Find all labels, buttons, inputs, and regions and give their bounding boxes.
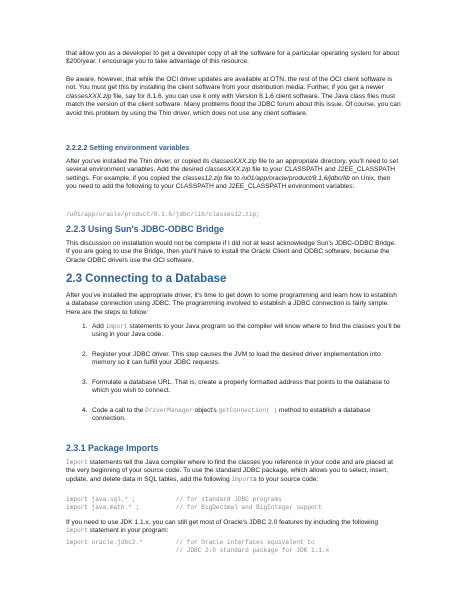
heading-2-3-1: 2.3.1 Package Imports <box>66 443 159 453</box>
paragraph-package-imports: Import statements tell the Java compiler where to find the classes you reference in your code and are placed at the very beginning of your source code. To use the standard JDBC package, which allows you to select, insert, update, and delete data in SQL tables, add the following imports to your source code: <box>66 459 393 483</box>
code-imports: import java.sql.* ; // for standard JDBC programs import java.math.* ; // for BigDecimal and BigInteger support <box>66 496 322 512</box>
list-item: 4. Code a call to the DriverManager object's getConnection( ) method to establish a database connection. <box>82 407 371 423</box>
paragraph-jdk11: If you need to use JDK 1.1.x, you can still get most of Oracle's JDBC 2.0 features by including the following import statement in your program: <box>66 519 379 535</box>
paragraph-env-vars: After you've installed the Thin driver, or copied its classesXXX.zip file to an appropriate directory, you'll need to set several environment variables. Add the desired classesXXX.zip file to your CLASSPATH and J2EE_CLASSPATH settings. For example, if you copied the classes12.zip file to /u01/app/oracle/product/8.1.6/jdbc/lib on Unix, then you need to add the following to your CLASSPATH and J2EE_CLASSPATH environment variables: <box>66 158 399 191</box>
heading-2-2-3: 2.2.3 Using Sun's JDBC-ODBC Bridge <box>66 224 225 234</box>
heading-2-3: 2.3 Connecting to a Database <box>66 273 227 285</box>
code-classpath: /u01/app/oracle/product/8.1.6/jdbc/lib/classes12.zip; <box>66 211 260 218</box>
heading-2-2-2-2: 2.2.2.2 Setting environment variables <box>66 145 190 152</box>
paragraph-connecting: After you've installed the appropriate driver, it's time to get down to some programming and learn how to establish a database connection using JDBC. The programming involved to establish a JDBC connection is fairly simple. Here are the steps to follow: <box>66 292 397 316</box>
list-item: 2. Register your JDBC driver. This step causes the JVM to load the desired driver implementation into memory so it can fulfill your JDBC requests. <box>82 351 381 367</box>
paragraph-oci-warning: Be aware, however, that while the OCI driver updates are available at OTN, the rest of the OCI client software is not. You must get this by installing the client software from your distribution media. Further, if you get a newer classesXXX.zip file, say for 8.1.6, you can use it only with Version 8.1.6 client software. The Java class files must match the version of the client software. Many problems flood the JDBC forum about this issue. Of course, you can avoid this problem by using the Thin driver, which does not use any client software. <box>66 76 401 117</box>
paragraph-oci-resource: that allow you as a developer to get a developer copy of all the software for a particular operating system for about $200/year. I encourage you to take advantage of this resource. <box>66 50 400 66</box>
paragraph-jdbc-odbc: This discussion on installation would not be complete if I did not at least acknowledge Sun's JDBC-ODBC Bridge. If you are going to use the Bridge, then you'll have to install the Oracle Client and ODBC software, because the Oracle ODBC drivers use the OCI software. <box>66 240 397 264</box>
list-item: 3. Formulate a database URL. That is, create a properly formatted address that points to the database to which you wish to connect. <box>82 379 390 395</box>
list-item: 1. Add import statements to your Java program so the compiler will know where to find the classes you'll be using in your Java code. <box>82 323 401 339</box>
code-oracle-jdbc2: import oracle.jdbc2.* // for Oracle interfaces equivalent to // JDBC 2.0 standard package for JDK 1.1.x <box>66 539 330 555</box>
